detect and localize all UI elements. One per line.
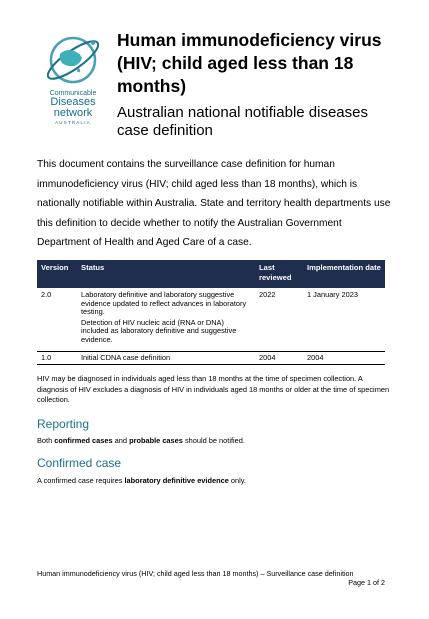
header-implementation-date: Implementation date — [303, 260, 385, 288]
text-span: and — [112, 436, 130, 445]
text-span: Both — [37, 436, 55, 445]
logo-text-line3: network — [53, 107, 93, 119]
reporting-paragraph — [37, 436, 245, 445]
text-span: should be notified. — [182, 436, 245, 445]
status-text: Laboratory definitive and laboratory suggestive evidence updated to reflect advances in laboratory testing. — [81, 290, 247, 316]
text-span: only. — [228, 476, 246, 485]
page-footer — [37, 569, 385, 587]
cell-last-reviewed: 2022 — [255, 288, 303, 352]
globe-icon — [40, 30, 106, 90]
logo-text-line4: AUSTRALIA — [55, 120, 91, 125]
cell-version: 2.0 — [37, 288, 77, 352]
confirmed-cases-term: confirmed cases — [54, 436, 113, 445]
cell-status — [77, 288, 255, 352]
status-text: Detection of HIV nucleic acid (RNA or DNA) included as laboratory definitive and suggestive evidence. — [81, 317, 237, 344]
probable-cases-term: probable cases — [129, 436, 183, 445]
lab-definitive-evidence-term: laboratory definitive evidence — [124, 476, 229, 485]
footer-document-title: Human immunodeficiency virus (HIV; child aged less than 18 months) – Surveillance case definition — [37, 569, 354, 578]
intro-paragraph: This document contains the surveillance case definition for human immunodeficiency virus (HIV; child aged less than 18 months), which is nationally notifiable within Australia. State and territory health departments use this definition to decide whether to notify the Australian Government Department of Health and Aged Care of a case. — [37, 159, 391, 249]
diagnosis-note: HIV may be diagnosed in individuals aged less than 18 months at the time of specimen collection. A diagnosis of HIV excludes a diagnosis of HIV in individuals aged 18 months or older at the time of specimen collection. — [37, 374, 390, 405]
cdna-logo — [36, 30, 110, 130]
text-span: A confirmed case requires — [37, 476, 125, 485]
confirmed-case-paragraph — [37, 476, 246, 485]
header-version: Version — [37, 260, 77, 288]
table-header-row — [37, 260, 385, 288]
header-status: Status — [77, 260, 255, 288]
confirmed-case-heading: Confirmed case — [37, 456, 122, 470]
page-subtitle: Australian national notifiable diseases case definition — [117, 104, 368, 139]
page-number: Page 1 of 2 — [348, 578, 385, 587]
cell-version: 1.0 — [37, 352, 77, 365]
reporting-heading: Reporting — [37, 417, 90, 431]
table-row — [37, 352, 385, 365]
logo-text-line1: Communicable — [49, 90, 97, 97]
cell-status: Initial CDNA case definition — [77, 352, 255, 365]
header-last-reviewed: Last reviewed — [255, 260, 303, 288]
table-row — [37, 288, 385, 352]
page-title: Human immunodeficiency virus (HIV; child aged less than 18 months) — [117, 30, 382, 96]
version-table — [37, 260, 385, 365]
cell-last-reviewed: 2004 — [255, 352, 303, 365]
logo-text-line2: Diseases — [50, 96, 96, 108]
cell-implementation-date: 2004 — [303, 352, 385, 365]
cell-implementation-date: 1 January 2023 — [303, 288, 385, 352]
